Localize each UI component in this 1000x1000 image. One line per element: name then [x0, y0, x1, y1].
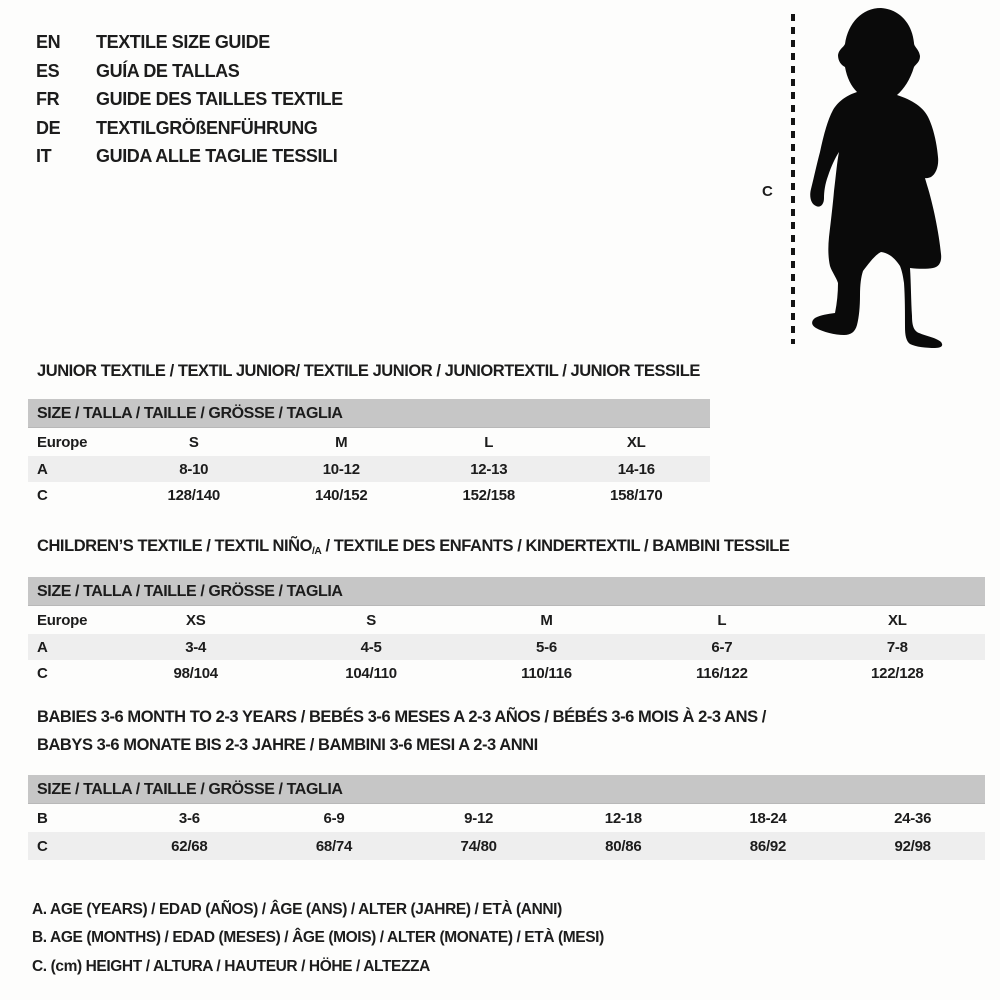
- height-cell: 92/98: [894, 837, 931, 855]
- age-cell: 12-13: [470, 460, 508, 478]
- row-label-cell: Europe: [37, 433, 88, 451]
- babies-section-title: [37, 703, 766, 759]
- language-code: FR: [36, 89, 60, 110]
- table-row-height: [28, 482, 710, 508]
- size-header-bar: SIZE / TALLA / TAILLE / GRÖSSE / TAGLIA: [28, 577, 985, 606]
- age-cell: 14-16: [617, 460, 655, 478]
- children-section-title: [37, 532, 789, 566]
- height-measure-label: C: [762, 183, 773, 200]
- table-row-age: [28, 456, 710, 482]
- language-row-it: [36, 142, 343, 171]
- size-cell: XL: [626, 433, 646, 451]
- table-row-europe: [28, 606, 985, 634]
- age-cell: 8-10: [179, 460, 209, 478]
- footnotes: [32, 896, 604, 981]
- children-size-table: [28, 577, 985, 686]
- junior-section-title: JUNIOR TEXTILE / TEXTIL JUNIOR/ TEXTILE JUNIOR / JUNIORTEXTIL / JUNIOR TESSILE: [37, 362, 700, 380]
- height-cell: 74/80: [460, 837, 497, 855]
- row-label-cell: C: [37, 664, 48, 682]
- age-cell: 10-12: [322, 460, 360, 478]
- row-label-cell: C: [37, 486, 48, 504]
- language-row-de: [36, 114, 343, 143]
- row-label-cell: C: [37, 837, 48, 855]
- row-label-cell: B: [37, 809, 48, 827]
- language-guide-list: [36, 28, 343, 171]
- size-cell: M: [540, 611, 553, 629]
- size-header-bar: SIZE / TALLA / TAILLE / GRÖSSE / TAGLIA: [28, 399, 710, 428]
- age-cell: 6-9: [323, 809, 345, 827]
- age-cell: 6-7: [711, 638, 733, 656]
- table-row-months: [28, 804, 985, 832]
- language-code: IT: [36, 146, 52, 167]
- height-cell: 62/68: [171, 837, 208, 855]
- age-cell: 3-4: [185, 638, 207, 656]
- size-cell: XL: [887, 611, 907, 629]
- row-label-cell: A: [37, 460, 48, 478]
- children-title-post: / TEXTILE DES ENFANTS / KINDERTEXTIL / BAMBINI TESSILE: [321, 537, 790, 555]
- age-cell: 7-8: [886, 638, 908, 656]
- guide-title-es: GUÍA DE TALLAS: [96, 60, 240, 81]
- size-cell: XS: [185, 611, 206, 629]
- height-cell: 140/152: [315, 486, 368, 504]
- height-cell: 98/104: [173, 664, 218, 682]
- row-label-cell: Europe: [37, 611, 88, 629]
- age-cell: 24-36: [894, 809, 932, 827]
- baby-silhouette: [805, 5, 953, 351]
- language-code: EN: [36, 32, 61, 52]
- babies-size-table: [28, 775, 985, 860]
- age-cell: 5-6: [536, 638, 557, 656]
- size-cell: S: [366, 611, 376, 629]
- height-cell: 122/128: [871, 664, 924, 682]
- language-code: DE: [36, 117, 61, 138]
- height-cell: 158/170: [610, 486, 663, 504]
- height-cell: 68/74: [315, 837, 353, 855]
- children-title-pre: CHILDREN’S TEXTILE / TEXTIL NIÑO: [37, 537, 312, 555]
- guide-title-fr: GUIDE DES TAILLES TEXTILE: [96, 89, 343, 110]
- age-cell: 18-24: [749, 809, 787, 827]
- footnote-b: B. AGE (MONTHS) / EDAD (MESES) / ÂGE (MOIS) / ALTER (MONATE) / ETÀ (MESI): [32, 929, 604, 947]
- footnote-a: A. AGE (YEARS) / EDAD (AÑOS) / ÂGE (ANS) / ALTER (JAHRE) / ETÀ (ANNI): [32, 901, 562, 918]
- age-cell: 4-5: [360, 638, 382, 656]
- height-dotted-line: [791, 14, 795, 344]
- height-cell: 86/92: [749, 837, 787, 855]
- table-row-europe: [28, 428, 710, 456]
- height-cell: 110/116: [521, 664, 572, 682]
- height-cell: 80/86: [605, 837, 642, 855]
- height-cell: 128/140: [167, 486, 220, 504]
- age-cell: 3-6: [178, 809, 200, 827]
- language-row-en: [36, 28, 343, 57]
- row-label-cell: A: [37, 638, 48, 656]
- language-row-fr: [36, 85, 343, 114]
- height-cell: 116/122: [696, 664, 748, 682]
- size-header-bar: SIZE / TALLA / TAILLE / GRÖSSE / TAGLIA: [28, 775, 985, 804]
- age-cell: 12-18: [604, 809, 642, 827]
- size-cell: L: [484, 433, 494, 451]
- table-row-age: [28, 634, 985, 660]
- babies-title-line1: BABIES 3-6 MONTH TO 2-3 YEARS / BEBÉS 3-6 MESES A 2-3 AÑOS / BÉBÉS 3-6 MOIS À 2-3 ANS /: [37, 708, 766, 726]
- age-cell: 9-12: [464, 809, 494, 827]
- table-row-height: [28, 660, 985, 686]
- height-cell: 152/158: [462, 486, 515, 504]
- language-row-es: [36, 57, 343, 86]
- footnote-c: C. (cm) HEIGHT / ALTURA / HAUTEUR / HÖHE / ALTEZZA: [32, 957, 430, 975]
- size-cell: S: [188, 433, 199, 451]
- size-cell: L: [717, 611, 727, 629]
- junior-size-table: [28, 399, 710, 508]
- guide-title-it: GUIDA ALLE TAGLIE TESSILI: [96, 146, 338, 167]
- guide-title-de: TEXTILGRÖßENFÜHRUNG: [96, 117, 318, 138]
- guide-title-en: TEXTILE SIZE GUIDE: [96, 32, 270, 52]
- children-title-sub: /A: [311, 545, 322, 557]
- babies-title-line2: BABYS 3-6 MONATE BIS 2-3 JAHRE / BAMBINI 3-6 MESI A 2-3 ANNI: [37, 736, 538, 754]
- size-cell: M: [335, 433, 348, 451]
- height-cell: 104/110: [345, 664, 397, 682]
- table-row-height: [28, 832, 985, 860]
- language-code: ES: [36, 60, 60, 81]
